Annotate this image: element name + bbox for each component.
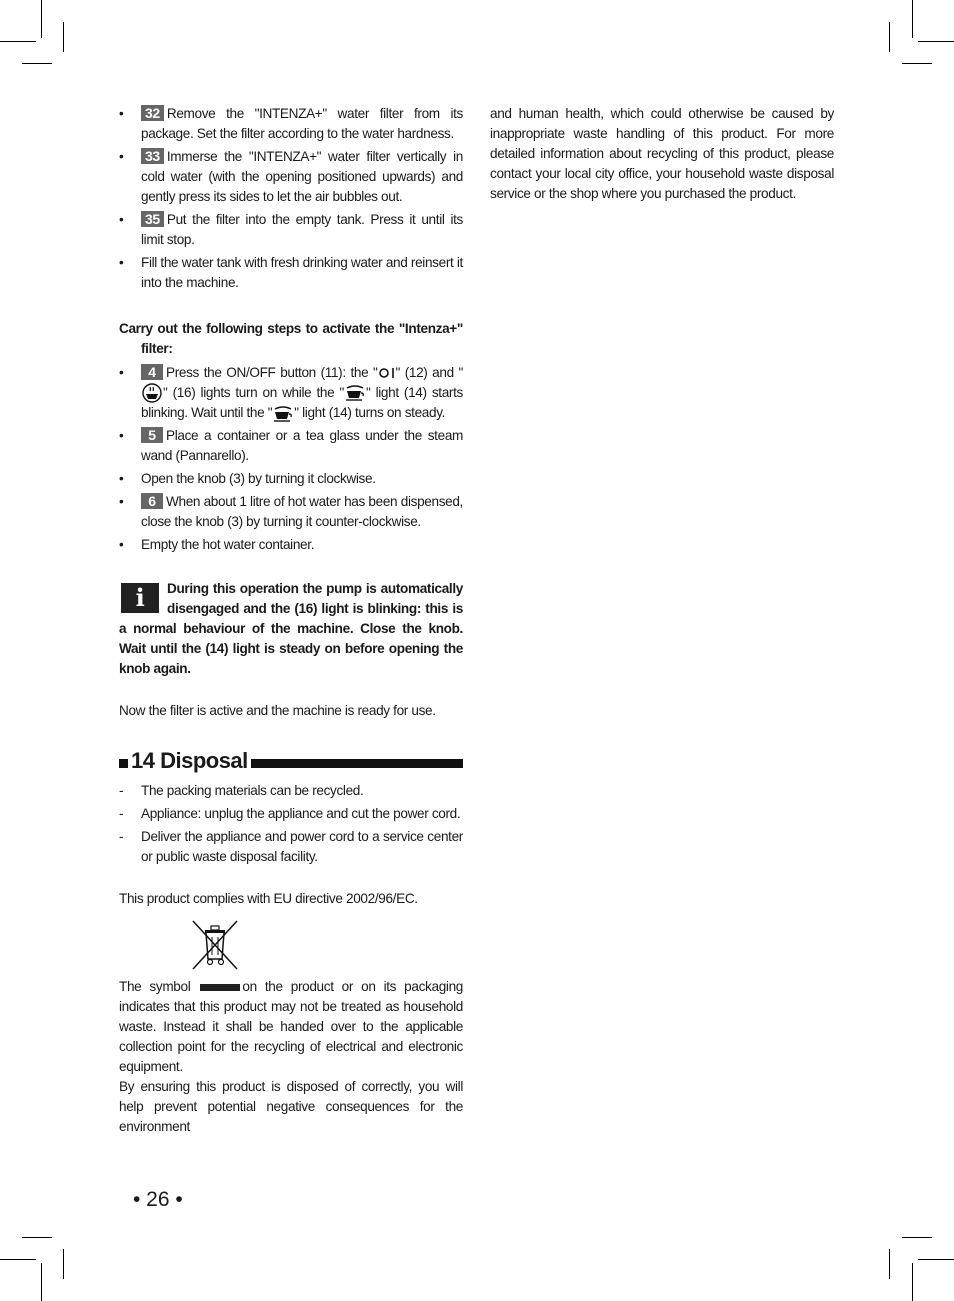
crossed-bin-icon bbox=[191, 919, 239, 971]
crop-mark bbox=[902, 63, 932, 64]
list-item: - The packing materials can be recycled. bbox=[119, 781, 463, 801]
crop-mark bbox=[41, 0, 42, 38]
step-text: Empty the hot water container. bbox=[141, 537, 315, 553]
filter-prep-steps bbox=[119, 104, 463, 293]
list-item bbox=[119, 469, 463, 489]
ready-text: Now the filter is active and the machine is ready for use. bbox=[119, 703, 436, 719]
crop-mark bbox=[918, 1259, 954, 1260]
step-text: Put the filter into the empty tank. Press it until its limit stop. bbox=[141, 212, 463, 247]
step-text: When about 1 litre of hot water has been dispensed, close the knob (3) by turning it counter-clockwise. bbox=[141, 494, 463, 530]
directive-text: This product complies with EU directive 2002/96/EC. bbox=[119, 891, 418, 907]
step-text: Fill the water tank with fresh drinking water and reinsert it into the machine. bbox=[141, 255, 463, 290]
info-text: During this operation the pump is automatically disengaged and the (16) light is blinking: this is a normal behaviour of the machine. Close the knob. Wait until the (14) light is steady on before opening the knob again. bbox=[119, 581, 463, 677]
coffee-cup-icon bbox=[344, 384, 366, 402]
list-item bbox=[119, 253, 463, 293]
left-column bbox=[119, 104, 463, 1137]
symbol-text: on the product or on its packaging indicates that this product may not be treated as household waste. Instead it shall be handed over to the applicable collection point for the recycling of electrical and electronic equipment. bbox=[119, 979, 463, 1075]
step-number: 32 bbox=[141, 105, 164, 121]
coffee-cup-icon bbox=[272, 405, 294, 423]
power-light-icon bbox=[378, 366, 396, 380]
symbol-text: The symbol bbox=[119, 979, 191, 995]
step-text: " light (14) turns on steady. bbox=[294, 405, 446, 421]
crop-mark bbox=[912, 0, 913, 38]
step-number: 35 bbox=[141, 211, 164, 227]
step-number: 4 bbox=[141, 364, 163, 380]
list-item bbox=[119, 104, 463, 144]
list-item bbox=[119, 147, 463, 207]
crop-mark bbox=[63, 22, 64, 52]
crop-mark bbox=[912, 1263, 913, 1301]
step-text: Remove the "INTENZA+" water filter from its package. Set the filter according to the water hardness. bbox=[141, 106, 463, 141]
step-number: 33 bbox=[141, 148, 164, 164]
crop-mark bbox=[889, 22, 890, 52]
step-text: Place a container or a tea glass under the steam wand (Pannarello). bbox=[141, 428, 463, 464]
page-number: • 26 • bbox=[133, 1188, 183, 1211]
steam-cup-icon bbox=[141, 383, 163, 403]
list-item: - Deliver the appliance and power cord to a service center or public waste disposal facility. bbox=[119, 827, 463, 867]
disposal-list bbox=[119, 781, 463, 867]
list-item bbox=[119, 492, 463, 532]
ensure-paragraph: By ensuring this product is disposed of correctly, you will help prevent potential negative consequences for the environment bbox=[119, 1079, 463, 1135]
crop-mark bbox=[22, 1237, 52, 1238]
step-text: " (16) lights turn on while the " bbox=[163, 385, 344, 400]
crop-mark bbox=[918, 41, 954, 42]
list-item bbox=[119, 363, 463, 423]
step-text: Open the knob (3) by turning it clockwise. bbox=[141, 471, 376, 487]
list-item bbox=[119, 535, 463, 555]
activation-steps bbox=[119, 363, 463, 555]
title-bar bbox=[251, 759, 463, 768]
section-title-text: 14 Disposal bbox=[131, 748, 248, 774]
title-square bbox=[119, 759, 128, 768]
info-icon: i bbox=[121, 583, 159, 613]
step-number: 6 bbox=[141, 493, 163, 509]
crop-mark bbox=[902, 1237, 932, 1238]
crop-mark bbox=[0, 1259, 36, 1260]
symbol-bar bbox=[200, 984, 240, 991]
step-text: Immerse the "INTENZA+" water filter vertically in cold water (with the opening positioned upwards) and gently press its sides to let the air bubbles out. bbox=[141, 149, 463, 204]
symbol-paragraph bbox=[119, 977, 463, 1077]
list-item: - Appliance: unplug the appliance and cut the power cord. bbox=[119, 804, 463, 824]
activation-heading: Carry out the following steps to activate the "Intenza+" filter: bbox=[119, 321, 463, 356]
list-item bbox=[119, 210, 463, 250]
step-text: " (12) and " bbox=[395, 365, 463, 380]
step-text: Press the ON/OFF button (11): the " bbox=[166, 365, 378, 380]
recycling-info-text: and human health, which could otherwise be caused by inappropriate waste handling of this product. For more detailed information about recycling of this product, please contact your local city office, your household waste disposal service or the shop where you purchased the product. bbox=[490, 106, 834, 201]
crop-mark bbox=[63, 1249, 64, 1279]
step-text: " light (14) starts blinking. Wait until the " bbox=[141, 385, 463, 421]
section-title bbox=[119, 748, 463, 774]
crop-mark bbox=[0, 41, 36, 42]
info-note bbox=[119, 579, 463, 679]
list-item bbox=[119, 426, 463, 466]
crop-mark bbox=[889, 1249, 890, 1279]
crop-mark bbox=[41, 1263, 42, 1301]
crop-mark bbox=[22, 63, 52, 64]
right-column bbox=[490, 104, 834, 204]
step-number: 5 bbox=[141, 427, 163, 443]
